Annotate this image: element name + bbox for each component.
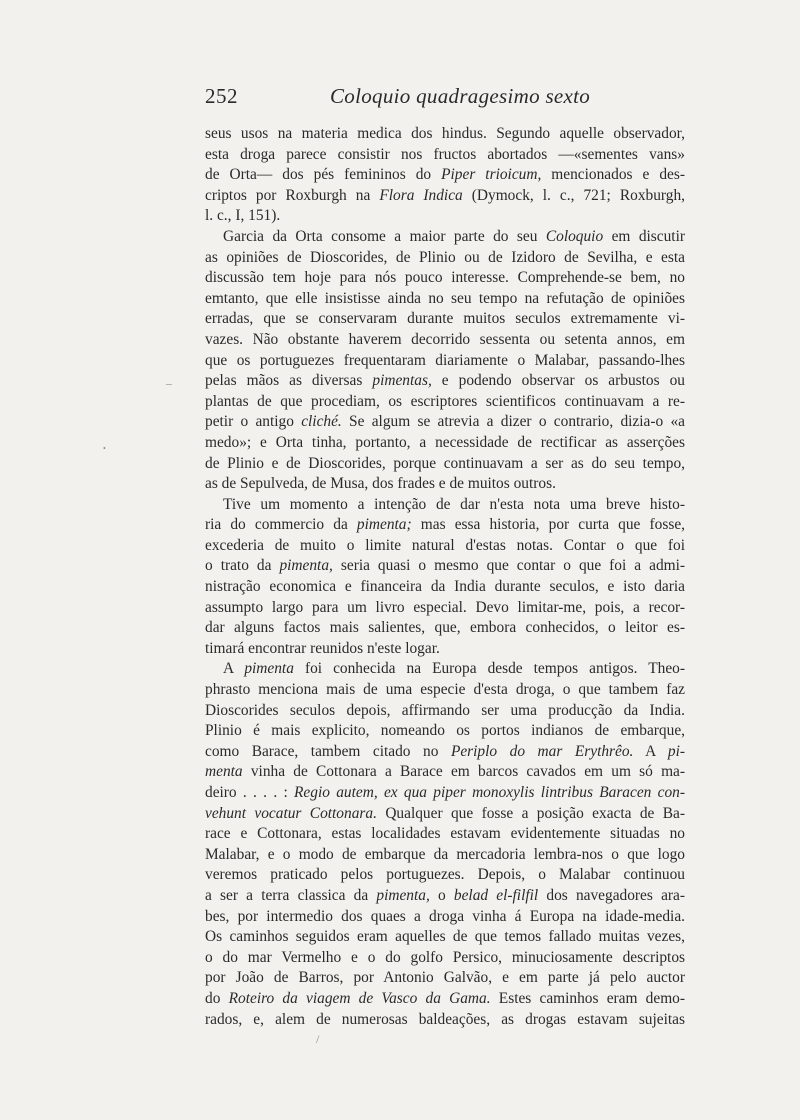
- text-line: [205, 351, 685, 372]
- text-line: [205, 515, 685, 536]
- text-segment: plantas de que procediam, os escriptores scientificos continuavam a re-: [205, 392, 685, 410]
- text-segment: Dioscorides seculos depois, affirmando ser uma producção da India.: [205, 701, 685, 719]
- italic-segment: pi-: [667, 742, 685, 760]
- text-line: [205, 907, 685, 928]
- text-line: [205, 556, 685, 577]
- text-line: [205, 227, 685, 248]
- text-segment: deiro . . . . :: [205, 784, 295, 801]
- text-line: [205, 124, 685, 145]
- text-line: [205, 762, 685, 783]
- italic-segment: belad el-filfil: [453, 886, 539, 904]
- text-segment: Plinio é mais explicito, nomeando os portos indianos de embarque,: [205, 722, 685, 740]
- text-line: [205, 165, 685, 186]
- text-line: [205, 845, 685, 866]
- text-segment: vazes. Não obstante haverem decorrido sessenta ou setenta annos, em: [205, 330, 685, 348]
- text-line: [205, 639, 685, 660]
- italic-segment: Roteiro da viagem de Vasco da Gama.: [228, 989, 491, 1007]
- italic-segment: Coloquio: [545, 227, 604, 245]
- text-line: [205, 577, 685, 598]
- italic-segment: Flora Indica: [379, 186, 463, 204]
- text-segment: dos navegadores ara-: [538, 886, 685, 904]
- text-segment: do: [205, 989, 229, 1007]
- text-segment: race e Cottonara, estas localidades estavam evidentemente situadas no: [205, 825, 685, 843]
- text-line: [205, 330, 685, 351]
- text-segment: petir o antigo: [205, 413, 302, 431]
- text-line: [205, 659, 685, 680]
- text-segment: como Barace, tambem citado no: [205, 742, 451, 760]
- text-segment: de Plinio e de Dioscorides, porque continuavam a ser as do seu tempo,: [205, 454, 685, 472]
- text-segment: as opiniões de Dioscorides, de Plinio ou de Izidoro de Sevilha, e esta: [205, 248, 685, 266]
- italic-segment: pimenta;: [356, 516, 412, 534]
- text-segment: Qualquer que fosse a posição exacta de Ba-: [376, 804, 685, 822]
- text-segment: rados, e, alem de numerosas baldeações, as drogas estavam sujeitas: [205, 1010, 685, 1028]
- text-line: [205, 618, 685, 639]
- text-segment: emtanto, que elle insistisse ainda no seu tempo na refutação de opiniões: [205, 289, 685, 307]
- text-line: [205, 598, 685, 619]
- body-text: [205, 124, 685, 1030]
- italic-segment: Piper trioicum,: [441, 166, 542, 184]
- text-segment: criptos por Roxburgh na: [205, 186, 380, 204]
- italic-segment: cliché.: [301, 413, 342, 431]
- text-segment: timará encontrar reunidos n'este logar.: [205, 639, 440, 657]
- text-segment: discussão tem hoje para nós pouco interesse. Comprehende-se bem, no: [205, 269, 685, 287]
- text-line: [205, 680, 685, 701]
- italic-segment: Regio autem, ex qua piper monoxylis lintribus Baracen con-: [294, 784, 685, 801]
- text-segment: as de Sepulveda, de Musa, dos frades e de muitos outros.: [205, 475, 556, 493]
- text-segment: e podendo observar os arbustos ou: [431, 372, 685, 390]
- text-line: [205, 927, 685, 948]
- text-segment: bes, por intermedio dos quaes a droga vinha á Europa na idade-media.: [205, 907, 685, 925]
- text-segment: a ser a terra classica da: [205, 886, 377, 904]
- text-segment: por João de Barros, por Antonio Galvão, e em parte já pelo auctor: [205, 969, 685, 987]
- text-segment: pelas mãos as diversas: [205, 372, 373, 390]
- text-line: [205, 474, 685, 495]
- text-line: [205, 1010, 685, 1031]
- text-segment: Malabar, e o modo de embarque da mercadoria lembra-nos o que logo: [205, 845, 685, 863]
- text-line: [205, 495, 685, 516]
- text-segment: mas essa historia, por curta que fosse,: [411, 516, 685, 534]
- text-segment: (Dymock, l. c., 721; Roxburgh,: [462, 186, 685, 204]
- text-line: [205, 371, 685, 392]
- text-line: [205, 989, 685, 1010]
- text-line: [205, 742, 685, 763]
- text-segment: l. c., I, 151).: [205, 207, 281, 225]
- text-line: [205, 145, 685, 166]
- text-segment: excederia de muito o limite natural d'estas notas. Contar o que foi: [205, 536, 685, 554]
- text-segment: Tive um momento a intenção de dar n'esta nota uma breve histo-: [223, 495, 685, 513]
- text-segment: vinha de Cottonara a Barace em barcos cavados em um só ma-: [242, 763, 685, 781]
- text-segment: mencionados e des-: [541, 166, 685, 184]
- text-segment: Estes caminhos eram demo-: [490, 989, 685, 1007]
- text-segment: que os portuguezes frequentaram diariamente o Malabar, passando-lhes: [205, 351, 685, 369]
- text-line: [205, 289, 685, 310]
- text-segment: phrasto menciona mais de uma especie d'esta droga, o que tambem faz: [205, 681, 685, 699]
- text-segment: A: [633, 742, 668, 760]
- text-segment: esta droga parece consistir nos fructos abortados —«sementes vans»: [205, 145, 685, 163]
- text-line: [205, 454, 685, 475]
- text-line: [205, 968, 685, 989]
- text-line: [205, 412, 685, 433]
- page-number: 252: [205, 84, 238, 108]
- text-line: [205, 248, 685, 269]
- margin-dot: •: [103, 444, 106, 453]
- text-line: [205, 701, 685, 722]
- text-segment: Garcia da Orta consome a maior parte do seu: [223, 227, 546, 245]
- text-line: [205, 865, 685, 886]
- text-segment: de Orta— dos pés femininos do: [205, 166, 442, 184]
- text-segment: dar alguns factos mais salientes, que, embora conhecidos, o leitor es-: [205, 619, 685, 637]
- italic-segment: menta: [205, 763, 243, 781]
- stray-mark: /: [316, 1032, 320, 1046]
- text-line: [205, 536, 685, 557]
- text-line: [205, 268, 685, 289]
- text-segment: veremos praticado pelos portuguezes. Depois, o Malabar continuou: [205, 866, 685, 884]
- italic-segment: vehunt vocatur Cottonara.: [205, 804, 377, 822]
- text-segment: A: [223, 660, 245, 678]
- text-segment: assumpto largo para um livro especial. Devo limitar-me, pois, a recor-: [205, 598, 685, 616]
- text-segment: o: [429, 886, 454, 904]
- text-segment: erradas, que se conservaram durante muitos seculos extremamente vi-: [205, 310, 685, 328]
- text-line: [205, 721, 685, 742]
- text-segment: Os caminhos seguidos eram aquelles de que temos fallado muitas vezes,: [205, 928, 685, 946]
- text-line: [205, 433, 685, 454]
- text-line: [205, 804, 685, 825]
- text-line: [205, 783, 685, 804]
- text-segment: ria do commercio da: [205, 516, 357, 534]
- text-segment: seria quasi o mesmo que contar o que foi a admi-: [332, 557, 686, 575]
- text-segment: medo»; e Orta tinha, portanto, a necessidade de rectificar as asserções: [205, 433, 685, 451]
- text-segment: o trato da: [205, 557, 280, 575]
- italic-segment: pimenta,: [376, 886, 430, 904]
- text-line: [205, 824, 685, 845]
- text-line: [205, 886, 685, 907]
- italic-segment: pimenta,: [279, 557, 333, 575]
- text-line: [205, 186, 685, 207]
- text-segment: seus usos na materia medica dos hindus. Segundo aquelle observador,: [205, 125, 685, 142]
- text-line: [205, 392, 685, 413]
- page-header: [205, 84, 685, 114]
- text-line: [205, 948, 685, 969]
- text-line: [205, 309, 685, 330]
- italic-segment: pimenta: [244, 660, 294, 678]
- margin-mark: –: [166, 376, 172, 390]
- italic-segment: pimentas,: [372, 372, 432, 390]
- text-segment: em discutir: [603, 227, 685, 245]
- text-segment: nistração economica e financeira da India durante seculos, e isto daria: [205, 578, 685, 596]
- text-segment: Se algum se atrevia a dizer o contrario, dizia-o «a: [341, 413, 685, 431]
- running-title: Coloquio quadragesimo sexto: [330, 84, 591, 108]
- text-line: [205, 206, 685, 227]
- italic-segment: Periplo do mar Erythrêo.: [450, 742, 634, 760]
- text-segment: o do mar Vermelho e o do golfo Persico, minuciosamente descriptos: [205, 948, 685, 966]
- text-segment: foi conhecida na Europa desde tempos antigos. Theo-: [293, 660, 685, 678]
